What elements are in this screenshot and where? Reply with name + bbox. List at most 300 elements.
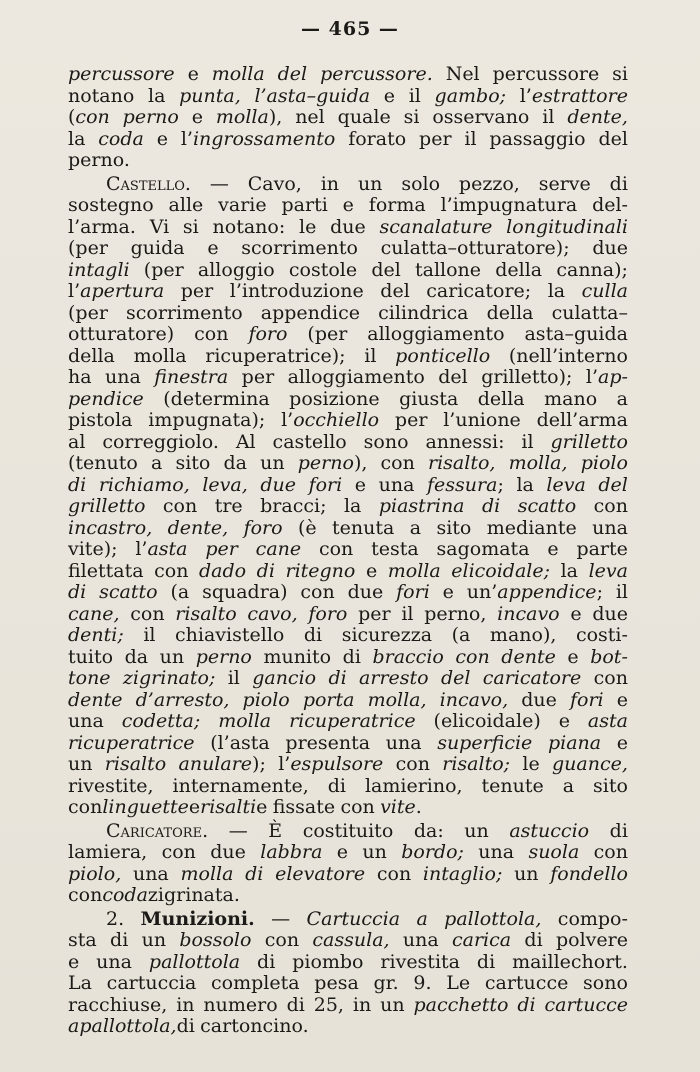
word: denti;	[68, 624, 124, 646]
word: pallottola,	[444, 907, 542, 930]
text-line	[68, 432, 628, 454]
text-line	[68, 238, 628, 260]
word: la	[68, 127, 86, 150]
text-line	[68, 217, 628, 239]
word: a	[562, 774, 575, 797]
word: cavo,	[247, 602, 298, 625]
word: e	[442, 581, 454, 603]
word: Le	[446, 972, 471, 994]
word: leva	[588, 559, 628, 582]
word: una	[68, 710, 104, 732]
word: munito	[263, 645, 332, 668]
word-group	[181, 129, 336, 151]
word: d’arresto,	[135, 688, 230, 711]
word: notano	[68, 84, 135, 107]
word: al	[68, 430, 86, 453]
word: giusta	[399, 387, 459, 410]
word: (per	[143, 258, 184, 281]
word: l’introduzione	[229, 280, 364, 302]
word: piolo,	[68, 862, 122, 885]
word: percussore	[68, 63, 175, 85]
word: a	[409, 516, 422, 539]
word: culatta–	[551, 301, 628, 324]
word: del	[598, 127, 628, 150]
text-line	[68, 86, 628, 108]
word: testa	[371, 538, 419, 560]
word: l’arma.	[68, 215, 136, 238]
word: un	[68, 753, 93, 775]
word: lamiera,	[68, 841, 148, 863]
word: sagomata	[436, 538, 530, 560]
word: con	[593, 841, 628, 863]
word: longitudinali	[506, 215, 628, 238]
word: gancio	[252, 667, 317, 689]
word: e	[365, 559, 378, 582]
word-group	[179, 754, 266, 776]
word: e	[567, 645, 579, 668]
word: correggiolo.	[102, 430, 219, 453]
text-line	[68, 561, 628, 583]
word: (per	[307, 323, 348, 345]
word: apertura	[80, 280, 165, 302]
word: pistola	[68, 409, 133, 431]
word: pallottola	[148, 950, 241, 973]
word: sito	[436, 516, 472, 539]
word: cane,	[68, 602, 120, 625]
word: la	[516, 473, 534, 496]
word: con	[395, 753, 430, 775]
word: e	[547, 538, 559, 560]
word: del	[380, 280, 410, 302]
word: (	[68, 106, 76, 128]
word: appendice	[497, 581, 597, 603]
word: di	[524, 929, 543, 951]
word: leva	[546, 473, 586, 496]
word: due	[260, 473, 296, 496]
word: una	[385, 731, 422, 754]
word: fissate	[272, 796, 336, 818]
word: completa	[211, 972, 300, 994]
word: rivestita	[380, 950, 460, 973]
word: molla	[218, 710, 272, 732]
word: due	[347, 581, 384, 603]
word: l’	[585, 366, 598, 388]
word: serve	[538, 172, 591, 195]
word: presenta	[285, 731, 371, 754]
word: di	[256, 559, 275, 582]
word: una	[402, 929, 439, 951]
word-group	[520, 86, 628, 108]
word: (nell’interno	[508, 344, 628, 367]
word: due	[521, 688, 557, 711]
text-line	[68, 885, 628, 907]
word: con	[68, 884, 103, 906]
word: molla	[211, 63, 265, 85]
text-line	[68, 260, 628, 282]
word: la	[148, 84, 166, 107]
word: con	[593, 667, 628, 689]
word: asta	[147, 538, 188, 560]
word: con	[380, 452, 415, 474]
word: ha	[68, 366, 92, 388]
word: molla,	[508, 452, 568, 474]
word: la	[560, 559, 578, 582]
word: e	[188, 796, 201, 818]
text-line	[68, 539, 628, 561]
text-line	[68, 64, 628, 86]
word: l’asta–guida	[254, 84, 371, 107]
word: estrattore	[531, 84, 628, 107]
word: espulsore	[290, 753, 384, 775]
word: appendice	[260, 301, 361, 324]
word: tone	[68, 667, 111, 689]
text-line	[68, 625, 628, 647]
word: sostegno	[68, 194, 154, 216]
word: filettata	[68, 559, 144, 582]
word: foro	[243, 516, 283, 539]
word: si	[612, 63, 628, 85]
word: l’impugnatura	[440, 194, 578, 216]
word: sito	[175, 452, 211, 474]
word: canna);	[556, 258, 628, 281]
word-group	[467, 582, 603, 604]
word: vite	[380, 796, 416, 818]
word: con	[593, 495, 628, 517]
word: dado	[199, 559, 247, 582]
word: una	[592, 516, 628, 539]
word: l’	[278, 753, 291, 775]
word: l’	[180, 127, 193, 150]
word: di	[327, 774, 346, 797]
word: risalto;	[442, 753, 511, 775]
word: molla	[133, 344, 187, 367]
word: e	[207, 237, 219, 259]
word: e	[383, 84, 395, 107]
word: da	[223, 452, 247, 474]
word: per	[358, 602, 391, 625]
word: molla	[180, 862, 234, 885]
word: quale	[337, 106, 391, 128]
word-group	[278, 754, 383, 776]
word: .	[415, 796, 422, 818]
text-line	[68, 711, 628, 733]
word: molla	[215, 106, 269, 128]
word: di	[68, 581, 87, 603]
word: parti	[281, 194, 328, 216]
word: di	[342, 645, 361, 668]
word: —	[209, 172, 229, 195]
word: pendice	[68, 387, 144, 410]
word: il	[542, 106, 555, 128]
word: e	[570, 602, 582, 625]
word: cartoncino.	[200, 1015, 309, 1037]
word: mano),	[489, 624, 557, 646]
word: due	[592, 602, 628, 625]
word: braccio	[372, 645, 444, 668]
word: piana	[547, 731, 602, 754]
word-group	[427, 475, 504, 497]
word: linguette	[102, 796, 189, 818]
word: di	[257, 950, 276, 973]
word: ),	[268, 106, 283, 128]
word: mano	[544, 387, 598, 410]
text-line	[68, 367, 628, 389]
word: Vi	[149, 215, 170, 238]
word: risalto	[104, 753, 167, 775]
word: e	[187, 63, 199, 85]
text-line	[68, 733, 628, 755]
word: il	[464, 127, 477, 150]
text-line	[68, 174, 628, 196]
word: varie	[218, 194, 267, 216]
word: di	[476, 950, 496, 973]
text-line	[68, 453, 628, 475]
text-line	[68, 864, 628, 886]
word: forma	[368, 194, 426, 216]
word: in	[352, 993, 372, 1016]
word: sta	[68, 929, 97, 951]
word: risalto	[175, 602, 237, 625]
word: e	[616, 731, 628, 754]
word: di	[110, 929, 129, 951]
text-line	[68, 324, 628, 346]
word: finestra	[154, 366, 229, 388]
word: e	[616, 688, 628, 711]
word: il	[227, 667, 240, 689]
word: del	[371, 258, 401, 281]
word: coda	[102, 884, 148, 906]
word: le	[522, 753, 540, 775]
word: di	[245, 862, 264, 885]
text-line	[68, 909, 628, 931]
word: in	[320, 172, 340, 195]
word: si	[182, 215, 199, 238]
text-line	[68, 973, 628, 995]
word: di	[609, 819, 628, 842]
word: due	[330, 215, 366, 238]
word: della	[477, 387, 525, 410]
body-text	[68, 62, 628, 1038]
word: dell’arma	[536, 409, 628, 431]
text-line	[68, 1016, 628, 1038]
word: scanalature	[379, 215, 493, 238]
word: della	[486, 301, 534, 324]
word: l’	[68, 280, 81, 302]
word: sono	[363, 430, 409, 453]
word: con	[455, 645, 490, 668]
caricatore-paragraph	[68, 821, 628, 907]
word: di	[481, 495, 501, 517]
word: impugnata);	[148, 409, 266, 431]
word: Munizioni.	[140, 907, 255, 930]
word-group	[68, 107, 110, 129]
word: scatto	[517, 495, 577, 517]
word: vite);	[68, 538, 118, 560]
word-group	[586, 367, 628, 389]
text-line	[68, 518, 628, 540]
word: il	[364, 344, 377, 367]
word: la	[343, 495, 362, 517]
word: punta,	[179, 84, 241, 107]
word: un	[362, 841, 387, 863]
word: incastro,	[68, 516, 153, 539]
word: una	[478, 841, 515, 863]
word: fessura	[427, 473, 498, 496]
word: codetta;	[121, 710, 201, 732]
word: gr.	[373, 972, 399, 994]
word: per	[241, 366, 275, 388]
word: con	[300, 581, 335, 603]
word: grilletto	[550, 430, 628, 453]
word: con	[194, 323, 229, 345]
word: piombo	[292, 950, 364, 973]
word: solo	[401, 172, 441, 195]
word: una	[105, 366, 141, 388]
word: ponticello	[395, 344, 491, 367]
word: costi-	[575, 624, 628, 646]
word: posizione	[289, 387, 380, 410]
word: grilletto	[68, 495, 146, 517]
word: percussore.	[320, 63, 433, 85]
word: bossolo	[179, 929, 252, 951]
word: Caricatore.	[106, 819, 209, 842]
word: castello	[272, 430, 347, 453]
text-line	[68, 821, 628, 843]
word: asta–guida	[524, 323, 628, 345]
word: per	[180, 280, 214, 302]
word: gambo;	[434, 84, 507, 107]
word: Cavo,	[247, 172, 302, 195]
word: intaglio;	[422, 862, 503, 885]
word: Cartuccia	[306, 907, 401, 930]
word: bordo;	[401, 841, 464, 863]
word: racchiuse,	[68, 993, 168, 1016]
word: un	[357, 172, 383, 195]
word: coda	[98, 127, 144, 150]
word: chiavistello	[175, 624, 285, 646]
word: ricuperatrice	[68, 731, 195, 754]
word: molla	[387, 559, 441, 582]
word: pesa	[314, 972, 359, 994]
word: (determina	[163, 387, 270, 410]
word: ap-	[598, 366, 628, 388]
text-line	[68, 797, 628, 819]
text-line	[68, 754, 628, 776]
word: una	[96, 950, 132, 973]
word: mediante	[486, 516, 577, 539]
word: (l’asta	[210, 731, 270, 754]
word: con	[161, 841, 196, 863]
word: in	[176, 993, 195, 1016]
word: l’	[281, 409, 294, 431]
word: con	[264, 929, 300, 951]
word: del	[440, 667, 471, 689]
word: un	[380, 993, 405, 1016]
word: due	[210, 841, 246, 863]
word: bot-	[590, 645, 628, 668]
word: della	[68, 344, 115, 367]
text-line	[68, 690, 628, 712]
word: fori	[308, 473, 343, 496]
word: numero	[203, 993, 278, 1016]
word: culatta–otturatore);	[380, 237, 570, 259]
word: a	[150, 452, 163, 474]
word: (elicoidale)	[433, 710, 541, 732]
word: del	[598, 473, 628, 496]
word: del	[438, 366, 468, 388]
word: una	[132, 862, 169, 885]
word: cartucce	[544, 993, 628, 1016]
word: zigrinata.	[147, 884, 240, 906]
word: ;	[497, 473, 504, 496]
word: fori	[570, 688, 604, 711]
word: un	[159, 645, 185, 668]
text-line	[68, 150, 628, 172]
word: sicurezza	[341, 624, 433, 646]
word: (tenuto	[68, 452, 138, 474]
word: foro	[308, 602, 348, 625]
word: il	[615, 581, 628, 603]
word: leva,	[202, 473, 248, 496]
word: con	[340, 796, 375, 818]
word: tallone	[415, 258, 482, 281]
word: per	[205, 538, 238, 560]
word: osservano	[432, 106, 530, 128]
word: costituito	[302, 819, 394, 842]
text-line	[68, 129, 628, 151]
word: un	[141, 929, 167, 951]
word: —	[271, 907, 291, 930]
word: l’	[519, 84, 532, 107]
word: culla	[581, 280, 628, 302]
word: 2.	[106, 907, 125, 930]
word: scorrimento	[241, 237, 358, 259]
word: È	[268, 819, 283, 842]
word: elicoidale;	[451, 559, 551, 582]
word: zigrinato;	[122, 667, 216, 689]
percussore-paragraph	[68, 64, 628, 172]
text-line	[68, 842, 628, 864]
word: (a	[451, 624, 471, 646]
text-line	[68, 107, 628, 129]
word: caricatore;	[426, 280, 532, 302]
text-line	[68, 647, 628, 669]
text-line	[68, 604, 628, 626]
word: );	[252, 753, 266, 775]
word: risalti	[200, 796, 257, 818]
word: lamierino,	[364, 774, 463, 797]
word: notano:	[212, 215, 286, 238]
word: e	[191, 106, 203, 128]
word: 25,	[313, 993, 344, 1016]
word: labbra	[260, 841, 323, 863]
word: scorrimento	[126, 301, 243, 324]
word: dente	[501, 645, 556, 668]
word: il	[521, 430, 534, 453]
word: incavo	[497, 602, 560, 625]
text-line	[68, 281, 628, 303]
word: alloggiamento	[367, 323, 505, 345]
word-group	[380, 797, 422, 819]
word: ricuperatrice	[289, 710, 416, 732]
word: la	[547, 280, 566, 302]
word: bracci;	[260, 495, 327, 517]
text-line	[68, 410, 628, 432]
word: a	[616, 387, 628, 410]
text-line	[68, 930, 628, 952]
word: per	[419, 127, 452, 150]
text-line	[68, 346, 628, 368]
